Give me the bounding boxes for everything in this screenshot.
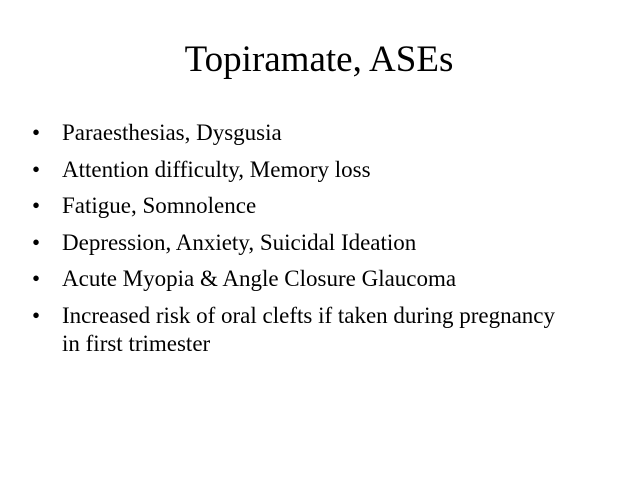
bullet-list <box>32 119 592 366</box>
bullet-icon: • <box>32 120 41 145</box>
bullet-text: Depression, Anxiety, Suicidal Ideation <box>62 229 417 255</box>
bullet-text: Paraesthesias, Dysgusia <box>62 120 282 145</box>
bullet-icon: • <box>32 156 41 182</box>
bullet-item-paraesthesias <box>32 119 592 147</box>
slide-title: Topiramate, ASEs <box>184 39 454 80</box>
bullet-icon: • <box>32 302 41 328</box>
bullet-item-oral-clefts <box>32 302 562 358</box>
bullet-text: Acute Myopia & Angle Closure Glaucoma <box>62 266 457 291</box>
bullet-text: Fatigue, Somnolence <box>62 193 257 218</box>
bullet-item-fatigue <box>32 192 592 220</box>
bullet-text: Increased risk of oral clefts if taken during pregnancy in first trimester <box>62 302 556 356</box>
bullet-item-myopia <box>32 265 592 293</box>
bullet-item-attention <box>32 156 592 184</box>
bullet-text: Attention difficulty, Memory loss <box>62 156 371 182</box>
bullet-item-depression <box>32 229 592 257</box>
bullet-icon: • <box>32 266 41 291</box>
bullet-icon: • <box>32 193 41 218</box>
bullet-icon: • <box>32 229 41 255</box>
